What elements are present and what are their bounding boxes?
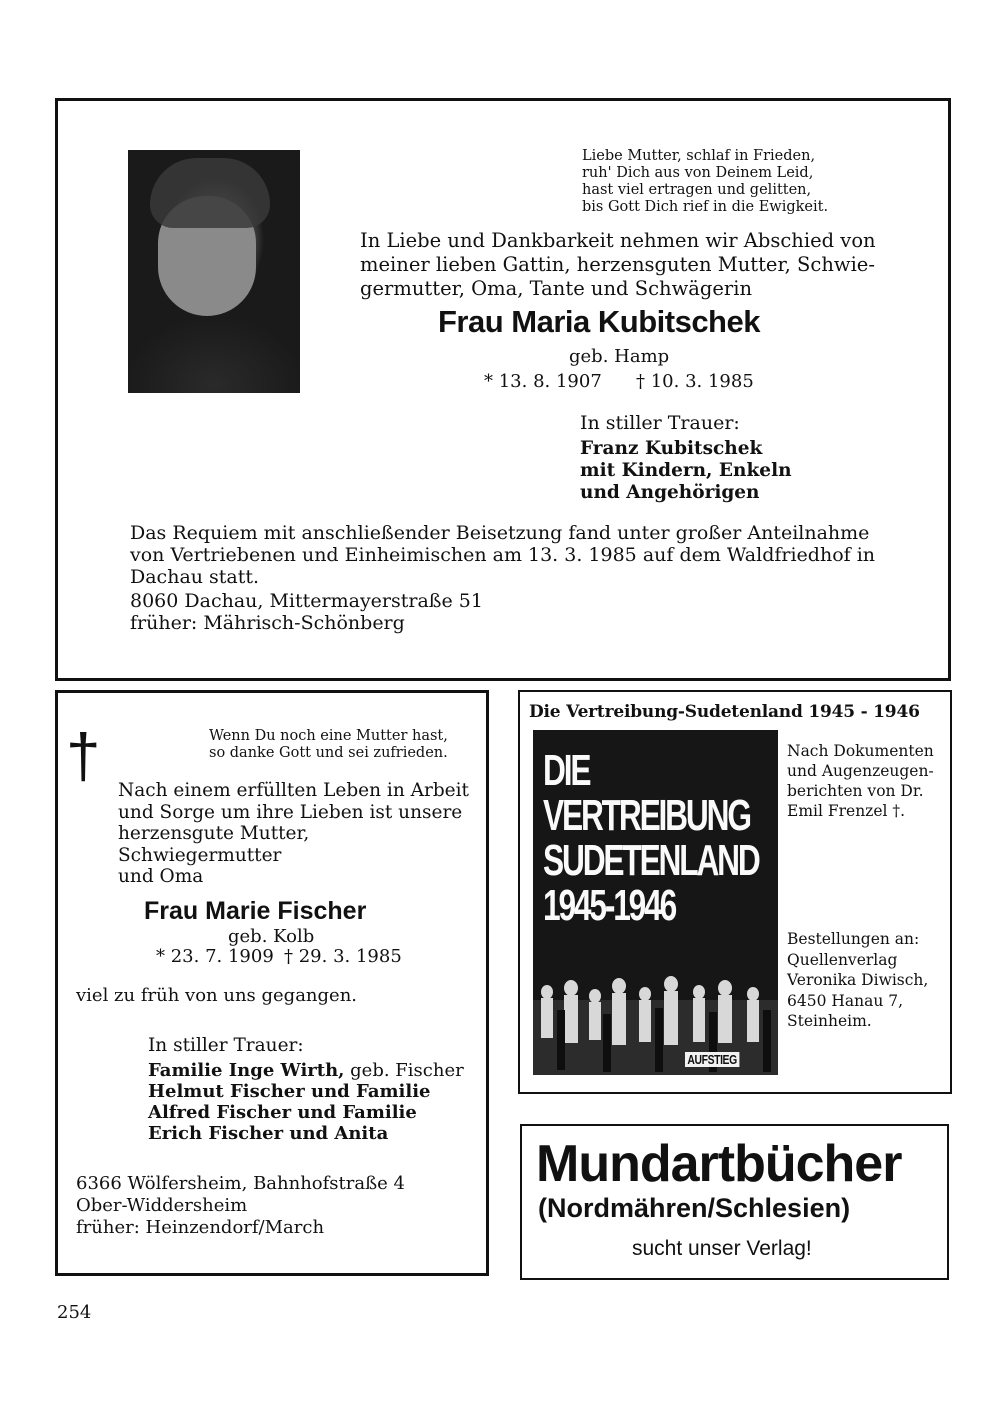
publisher-logo: AUFSTIEG: [685, 1052, 739, 1067]
ad-headline: Mundartbücher: [536, 1135, 902, 1193]
cross-icon: †: [66, 722, 101, 791]
book-cover-title: DIE VERTREIBUNG SUDETENLAND 1945-1946: [543, 746, 759, 930]
portrait-hair: [150, 158, 270, 228]
birth-date: * 23. 7. 1909: [156, 946, 274, 967]
obituary-poem: Wenn Du noch eine Mutter hast, so danke Gott und sei zufrieden.: [209, 728, 448, 761]
gone-too-soon: viel zu früh von uns gegangen.: [76, 985, 358, 1006]
deceased-name: Frau Marie Fischer: [144, 897, 367, 925]
obituary-poem: Liebe Mutter, schlaf in Frieden, ruh' Dich aus von Deinem Leid, hast viel ertragen und gelitten, bis Gott Dich rief in die Ewigkeit.: [582, 148, 829, 215]
address-block: 8060 Dachau, Mittermayerstraße 51 früher: Mährisch-Schönberg: [130, 590, 483, 634]
obituary-intro: Nach einem erfüllten Leben in Arbeit und Sorge um ihre Lieben ist unsere herzensgute Mutter, Schwiegermutter und Oma: [118, 780, 469, 887]
ad-subheadline: (Nordmähren/Schlesien): [538, 1193, 851, 1223]
birth-date: * 13. 8. 1907: [484, 371, 602, 392]
mourning-label: In stiller Trauer:: [580, 412, 740, 434]
obituary-intro: In Liebe und Dankbarkeit nehmen wir Abschied von meiner lieben Gattin, herzensguten Mutter, Schwie- germutter, Oma, Tante und Schwägerin: [360, 229, 876, 300]
mourners-list: Franz Kubitschek mit Kindern, Enkeln und Angehörigen: [580, 438, 792, 503]
book-cover: [533, 730, 778, 1075]
mourning-label: In stiller Trauer:: [148, 1035, 304, 1056]
deceased-name: Frau Maria Kubitschek: [438, 304, 760, 339]
page-number: 254: [57, 1302, 92, 1323]
death-date: † 10. 3. 1985: [636, 371, 754, 392]
death-date: † 29. 3. 1985: [284, 946, 402, 967]
book-ad-title: Die Vertreibung-Sudetenland 1945 - 1946: [529, 702, 920, 722]
book-description: Nach Dokumenten und Augenzeugen- berichten von Dr. Emil Frenzel †.: [787, 742, 934, 820]
maiden-name: geb. Hamp: [569, 346, 670, 367]
mourners-list: Familie Inge Wirth, geb. Fischer Helmut Fischer und Familie Alfred Fischer und Familie Erich Fischer und Anita: [148, 1060, 464, 1144]
crowd-illustration: [533, 970, 778, 1075]
ad-tagline: sucht unser Verlag!: [632, 1237, 812, 1260]
address-block: 6366 Wölfersheim, Bahnhofstraße 4 Ober-Widdersheim früher: Heinzendorf/March: [76, 1173, 405, 1238]
requiem-text: Das Requiem mit anschließender Beisetzung fand unter großer Anteilnahme von Vertriebenen und Einheimischen am 13. 3. 1985 auf dem Waldfriedhof in Dachau statt.: [130, 522, 876, 588]
order-address: Bestellungen an: Quellenverlag Veronika Diwisch, 6450 Hanau 7, Steinheim.: [787, 930, 929, 1030]
maiden-name: geb. Kolb: [228, 926, 315, 947]
